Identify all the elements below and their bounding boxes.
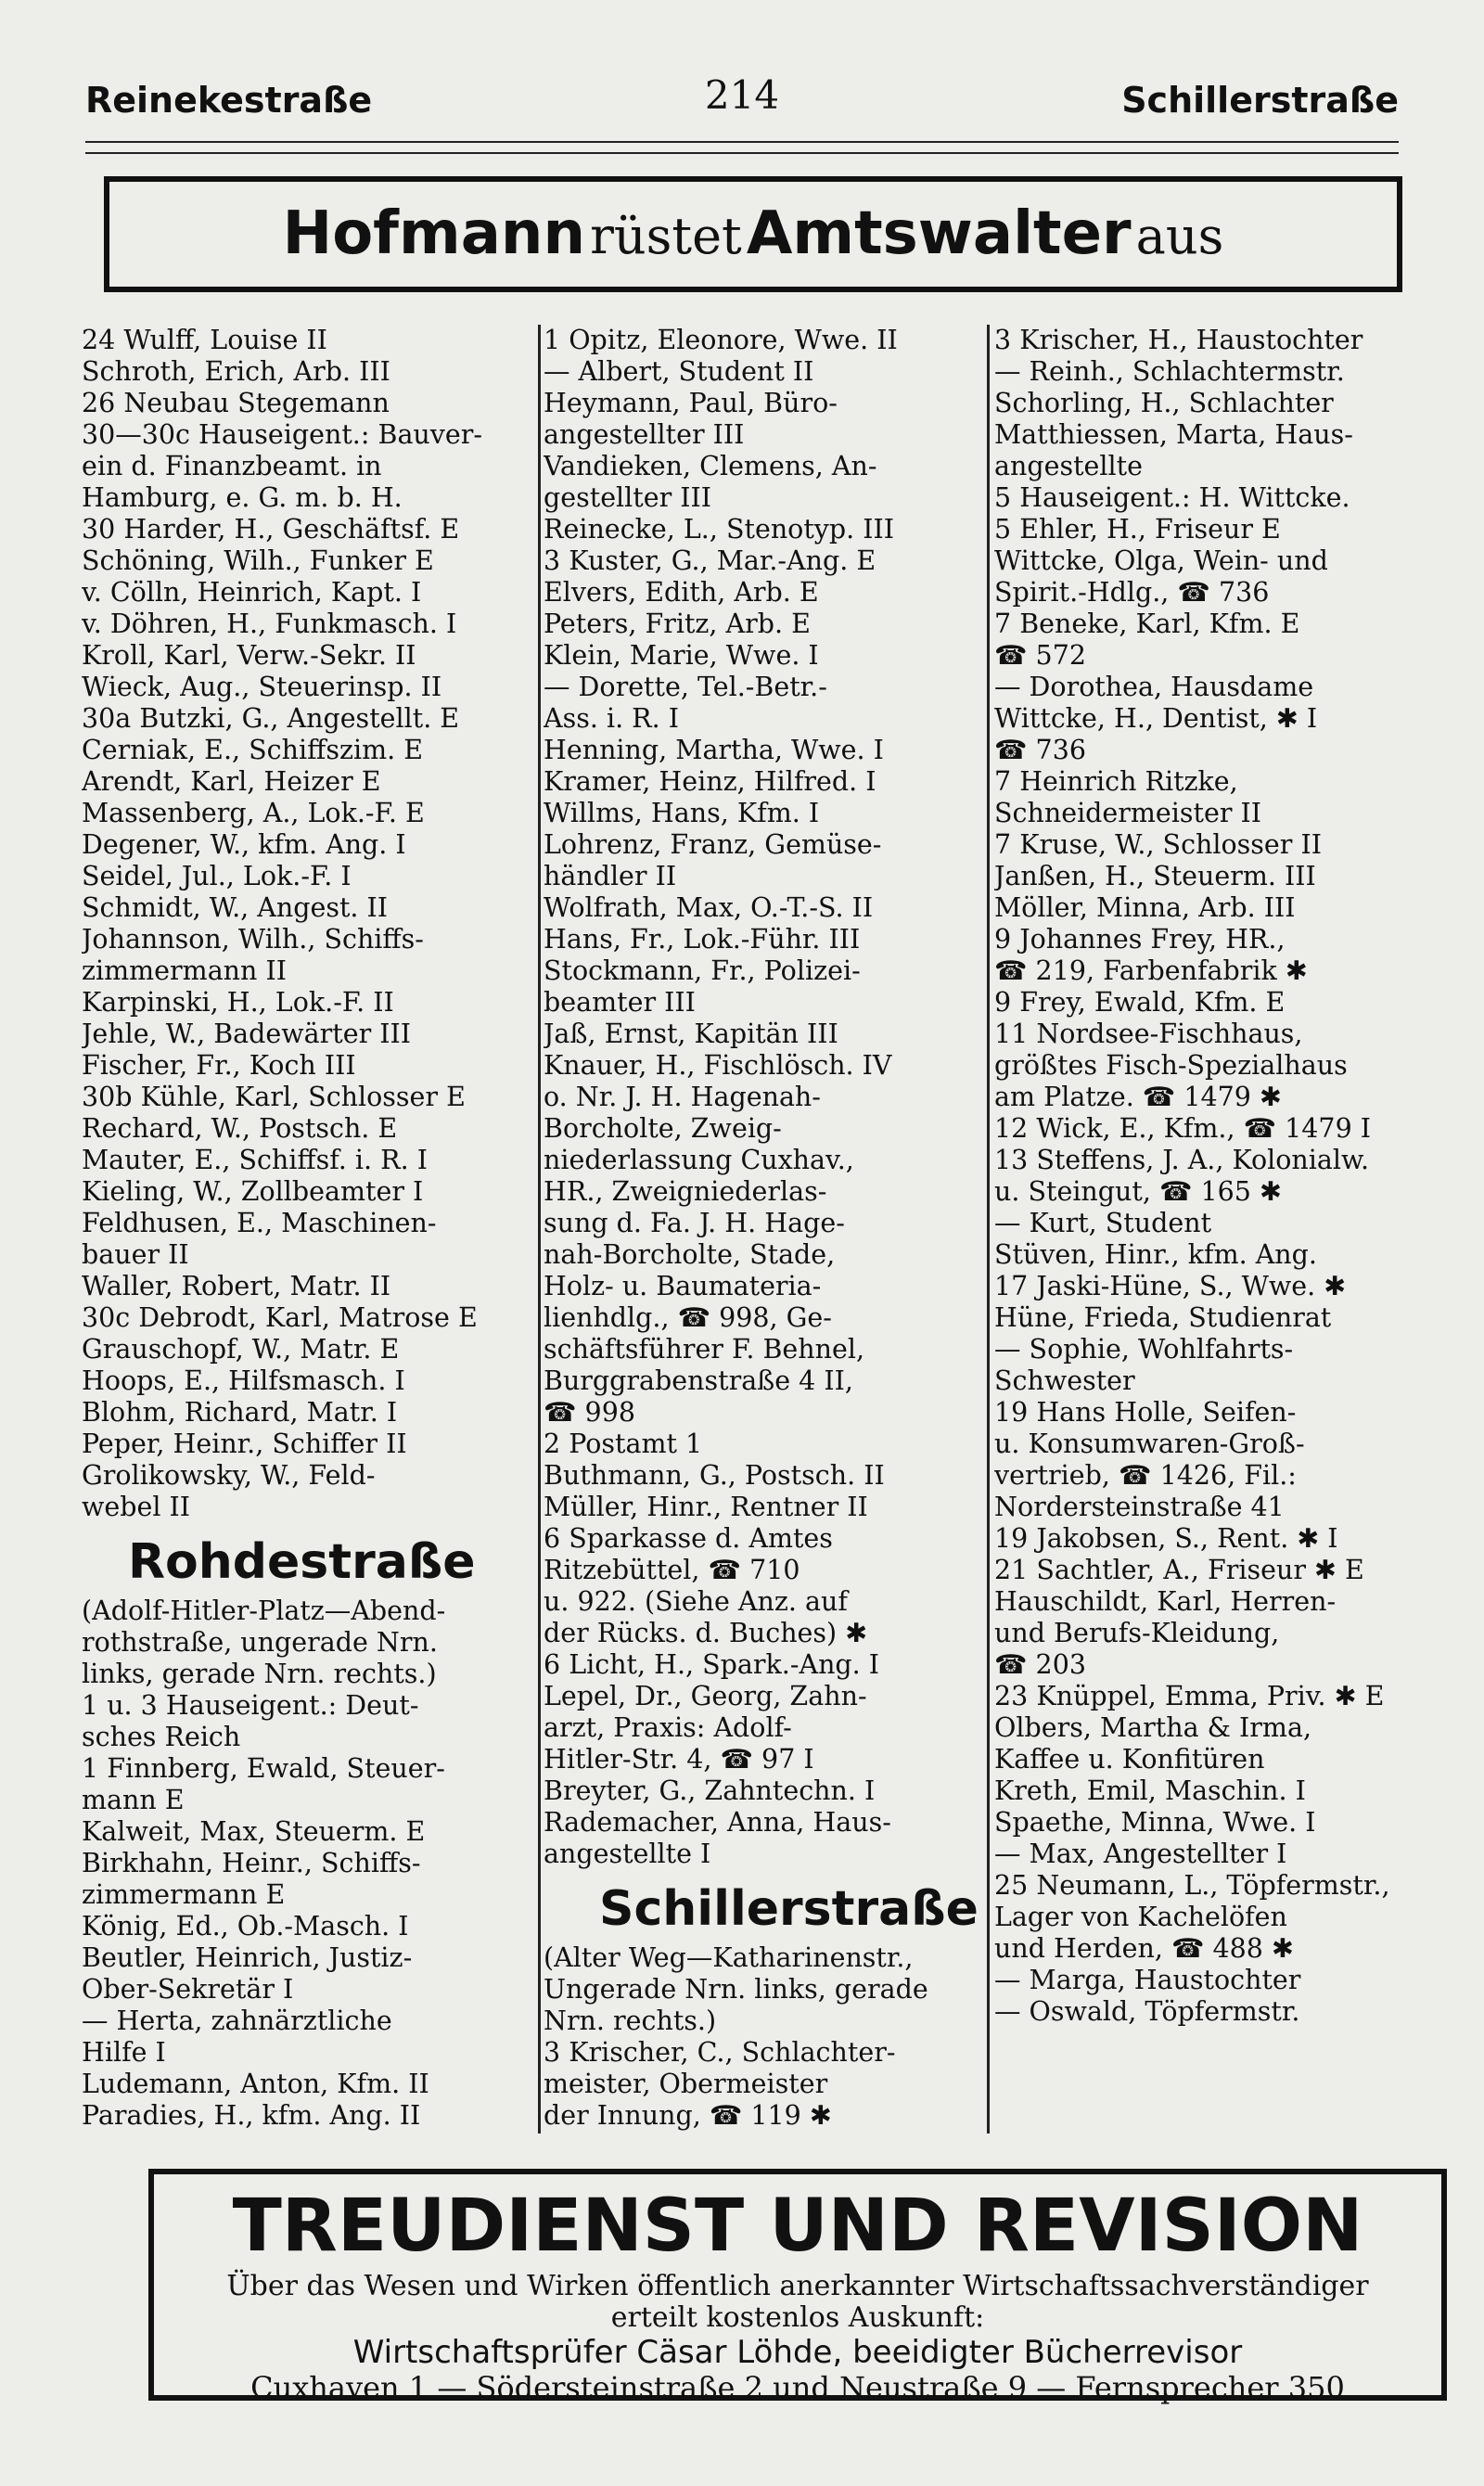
directory-entry-line: der Rücks. d. Buches) ✱ [544,1618,868,1648]
directory-entry-line: und Herden, ☎ 488 ✱ [994,1933,1294,1964]
directory-entry-line: Wieck, Aug., Steuerinsp. II [82,672,442,702]
directory-entry-line: Burggrabenstraße 4 II, [544,1365,853,1396]
directory-entry-line: ☎ 219, Farbenfabrik ✱ [994,955,1308,986]
directory-entry-line: Seidel, Jul., Lok.-F. I [82,861,352,891]
directory-entry-line: 23 Knüppel, Emma, Priv. ✱ E [994,1681,1385,1711]
directory-entry-line: Rechard, W., Postsch. E [82,1113,398,1144]
rohdestrasse-entries [82,1595,516,2132]
directory-entry-line: König, Ed., Ob.-Masch. I [82,1911,409,1941]
page-number: 214 [704,72,780,118]
directory-entry-line: Stockmann, Fr., Polizei- [544,955,861,986]
directory-entry-line: mann E [82,1785,185,1815]
directory-entry-line: händler II [544,861,677,891]
directory-entry-line: Henning, Martha, Wwe. I [544,735,884,765]
directory-entry-line: (Alter Weg—Katharinenstr., [544,1942,914,1973]
column-3-entries [994,325,1451,2028]
column-1 [82,325,516,2132]
directory-entry-line: Birkhahn, Heinr., Schiffs- [82,1848,421,1878]
directory-entry-line: Lager von Kachelöfen [994,1902,1287,1932]
directory-entry-line: 6 Sparkasse d. Amtes [544,1523,833,1554]
page-header [85,72,1399,124]
directory-entry-line: Schroth, Erich, Arb. III [82,356,390,387]
directory-entry-line: Schöning, Wilh., Funker E [82,545,434,576]
directory-entry-line: Wolfrath, Max, O.-T.-S. II [544,892,874,923]
directory-entry-line: links, gerade Nrn. rechts.) [82,1659,437,1689]
directory-entry-line: angestellte I [544,1839,711,1869]
directory-entry-line: Jaß, Ernst, Kapitän III [544,1019,838,1049]
directory-entry-line: Kreth, Emil, Maschin. I [994,1775,1306,1806]
directory-entry-line: — Max, Angestellter I [994,1839,1287,1869]
directory-entry-line: zimmermann II [82,955,287,986]
directory-entry-line: 7 Heinrich Ritzke, [994,766,1238,797]
directory-entry-line: Stüven, Hinr., kfm. Ang. [994,1239,1317,1270]
directory-entry-line: 5 Hauseigent.: H. Wittcke. [994,482,1350,513]
directory-entry-line: Massenberg, A., Lok.-F. E [82,798,425,828]
directory-entry-line: (Adolf-Hitler-Platz—Abend- [82,1595,446,1626]
directory-entry-line: vertrieb, ☎ 1426, Fil.: [994,1460,1297,1491]
directory-entry-line: ein d. Finanzbeamt. in [82,451,382,481]
column-divider-1 [538,325,541,2134]
directory-entry-line: 25 Neumann, L., Töpfermstr., [994,1870,1390,1901]
directory-entry-line: — Dorette, Tel.-Betr.- [544,672,827,702]
ad-line-1: Über das Wesen und Wirken öffentlich anerkannter Wirtschaftssachverständiger [226,2270,1369,2302]
directory-entry-line: — Reinh., Schlachtermstr. [994,356,1345,387]
directory-entry-line: Nrn. rechts.) [544,2005,717,2036]
directory-entry-line: Wittcke, Olga, Wein- und [994,545,1328,576]
directory-entry-line: Wittcke, H., Dentist, ✱ I [994,703,1318,734]
directory-entry-line: 30 Harder, H., Geschäftsf. E [82,514,460,545]
directory-entry-line: Blohm, Richard, Matr. I [82,1397,398,1428]
directory-entry-line: Arendt, Karl, Heizer E [82,766,381,797]
directory-entry-line: Willms, Hans, Kfm. I [544,798,820,828]
directory-entry-line: 3 Krischer, H., Haustochter [994,325,1363,355]
header-left-street: Reinekestraße [85,80,373,121]
directory-entry-line: ☎ 736 [994,735,1086,765]
directory-entry-line: Fischer, Fr., Koch III [82,1050,356,1081]
schillerstrasse-entries [544,1942,1005,2132]
directory-entry-line: rothstraße, ungerade Nrn. [82,1627,438,1658]
directory-entry-line: Janßen, H., Steuerm. III [994,861,1316,891]
directory-entry-line: Kieling, W., Zollbeamter I [82,1176,424,1207]
directory-entry-line: Schneidermeister II [994,798,1262,828]
directory-entry-line: Breyter, G., Zahntechn. I [544,1775,876,1806]
directory-entry-line: Knauer, H., Fischlösch. IV [544,1050,892,1081]
directory-entry-line: schäftsführer F. Behnel, [544,1334,865,1365]
directory-entry-line: sung d. Fa. J. H. Hage- [544,1208,845,1238]
directory-entry-line: Hilfe I [82,2037,166,2068]
directory-entry-line: Rademacher, Anna, Haus- [544,1807,891,1838]
directory-entry-line: der Innung, ☎ 119 ✱ [544,2100,832,2131]
directory-entry-line: Lohrenz, Franz, Gemüse- [544,829,882,860]
directory-entry-line: Elvers, Edith, Arb. E [544,577,819,608]
directory-entry-line: Lepel, Dr., Georg, Zahn- [544,1681,867,1711]
directory-entry-line: Waller, Robert, Matr. II [82,1271,391,1301]
directory-entry-line: Kaffee u. Konfitüren [994,1744,1265,1775]
directory-entry-line: Peper, Heinr., Schiffer II [82,1429,407,1459]
directory-entry-line: 26 Neubau Stegemann [82,388,390,418]
directory-entry-line: 30a Butzki, G., Angestellt. E [82,703,460,734]
directory-entry-line: 9 Johannes Frey, HR., [994,924,1286,955]
directory-entry-line: 3 Krischer, C., Schlachter- [544,2037,896,2068]
directory-entry-line: Buthmann, G., Postsch. II [544,1460,885,1491]
ad-word-amtswalter: Amtswalter [746,199,1132,268]
bottom-advertisement [148,2169,1447,2405]
directory-entry-line: — Herta, zahnärztliche [82,2005,392,2036]
directory-entry-line: v. Cölln, Heinrich, Kapt. I [82,577,422,608]
directory-entry-line: 30b Kühle, Karl, Schlosser E [82,1082,466,1112]
directory-entry-line: Klein, Marie, Wwe. I [544,640,819,671]
header-right-street: Schillerstraße [1121,80,1399,121]
directory-entry-line: Nordersteinstraße 41 [994,1492,1285,1522]
directory-entry-line: Spirit.-Hdlg., ☎ 736 [994,577,1270,608]
directory-entry-line: bauer II [82,1239,189,1270]
directory-entry-line: 11 Nordsee-Fischhaus, [994,1019,1303,1049]
directory-entry-line: 6 Licht, H., Spark.-Ang. I [544,1649,880,1680]
directory-entry-line: 1 Opitz, Eleonore, Wwe. II [544,325,898,355]
directory-entry-line: 7 Kruse, W., Schlosser II [994,829,1322,860]
directory-entry-line: Johannson, Wilh., Schiffs- [82,924,424,955]
directory-entry-line: u. Steingut, ☎ 165 ✱ [994,1176,1282,1207]
directory-entry-line: Karpinski, H., Lok.-F. II [82,987,394,1018]
directory-entry-line: — Marga, Haustochter [994,1965,1301,1995]
directory-entry-line: Kalweit, Max, Steuerm. E [82,1816,426,1847]
directory-entry-line: — Sophie, Wohlfahrts- [994,1334,1294,1365]
directory-entry-line: Ludemann, Anton, Kfm. II [82,2069,429,2099]
directory-entry-line: 17 Jaski-Hüne, S., Wwe. ✱ [994,1271,1347,1301]
directory-entry-line: Hamburg, e. G. m. b. H. [82,482,403,513]
directory-entry-line: gestellter III [544,482,712,513]
directory-entry-line: 1 u. 3 Hauseigent.: Deut- [82,1690,419,1721]
directory-entry-line: Feldhusen, E., Maschinen- [82,1208,437,1238]
directory-entry-line: 30c Debrodt, Karl, Matrose E [82,1302,478,1333]
directory-entry-line: Degener, W., kfm. Ang. I [82,829,406,860]
directory-entry-line: ☎ 203 [994,1649,1086,1680]
directory-entry-line: Möller, Minna, Arb. III [994,892,1296,923]
directory-entry-line: Grauschopf, W., Matr. E [82,1334,400,1365]
directory-entry-line: 7 Beneke, Karl, Kfm. E [994,609,1300,639]
directory-entry-line: meister, Obermeister [544,2069,828,2099]
column-2-entries [544,325,1005,1870]
directory-entry-line: Spaethe, Minna, Wwe. I [994,1807,1316,1838]
directory-entry-line: 19 Jakobsen, S., Rent. ✱ I [994,1523,1338,1554]
top-advertisement [104,176,1402,292]
directory-entry-line: Kroll, Karl, Verw.-Sekr. II [82,640,416,671]
directory-entry-line: Cerniak, E., Schiffszim. E [82,735,424,765]
directory-entry-line: Schwester [994,1365,1135,1396]
directory-entry-line: angestellter III [544,419,745,450]
directory-entry-line: größtes Fisch-Spezialhaus [994,1050,1348,1081]
directory-entry-line: Hitler-Str. 4, ☎ 97 I [544,1744,814,1775]
ad-word-ruestet: rüstet [590,207,742,265]
ad-word-aus: aus [1135,207,1224,265]
directory-entry-line: u. 922. (Siehe Anz. auf [544,1586,848,1617]
directory-entry-line: webel II [82,1492,191,1522]
directory-entry-line: Peters, Fritz, Arb. E [544,609,811,639]
directory-entry-line: 21 Sachtler, A., Friseur ✱ E [994,1555,1364,1585]
ad-line-4: Cuxhaven 1 — Södersteinstraße 2 und Neustraße 9 — Fernsprecher 350 [250,2370,1345,2405]
directory-entry-line: u. Konsumwaren-Groß- [994,1429,1305,1459]
ad-title: TREUDIENST UND REVISION [232,2185,1363,2268]
column-2 [544,325,1005,2132]
directory-entry-line: Ober-Sekretär I [82,1974,294,2005]
ad-word-hofmann: Hofmann [282,199,585,268]
directory-entry-line: Borcholte, Zweig- [544,1113,782,1144]
directory-entry-line: Ritzebüttel, ☎ 710 [544,1555,800,1585]
directory-entry-line: beamter III [544,987,696,1018]
directory-entry-line: ☎ 572 [994,640,1086,671]
directory-entry-line: Müller, Hinr., Rentner II [544,1492,868,1522]
header-rule-bottom [85,152,1399,154]
directory-entry-line: Reinecke, L., Stenotyp. III [544,514,895,545]
directory-entry-line: und Berufs-Kleidung, [994,1618,1280,1648]
directory-entry-line: Mauter, E., Schiffsf. i. R. I [82,1145,428,1175]
directory-entry-line: Vandieken, Clemens, An- [544,451,877,481]
directory-entry-line: Kramer, Heinz, Hilfred. I [544,766,876,797]
directory-entry-line: Ass. i. R. I [544,703,680,734]
directory-entry-line: Hans, Fr., Lok.-Führ. III [544,924,861,955]
directory-entry-line: Hoops, E., Hilfsmasch. I [82,1365,405,1396]
ad-line-3: Wirtschaftsprüfer Cäsar Löhde, beeidigter Bücherrevisor [352,2334,1243,2371]
directory-entry-line: 1 Finnberg, Ewald, Steuer- [82,1753,445,1784]
directory-entry-line: Holz- u. Baumateria- [544,1271,822,1301]
directory-entry-line: v. Döhren, H., Funkmasch. I [82,609,457,639]
directory-entry-line: Paradies, H., kfm. Ang. II [82,2100,421,2131]
directory-entry-line: 3 Kuster, G., Mar.-Ang. E [544,545,876,576]
column-3 [994,325,1451,2028]
directory-entry-line: 2 Postamt 1 [544,1429,703,1459]
directory-entry-line: o. Nr. J. H. Hagenah- [544,1082,821,1112]
directory-entry-line: lienhdlg., ☎ 998, Ge- [544,1302,832,1333]
directory-entry-line: niederlassung Cuxhav., [544,1145,854,1175]
directory-entry-line: Olbers, Martha & Irma, [994,1712,1311,1743]
directory-entry-line: Matthiessen, Marta, Haus- [994,419,1353,450]
ad-line-2: erteilt kostenlos Auskunft: [610,2301,985,2334]
directory-entry-line: 13 Steffens, J. A., Kolonialw. [994,1145,1370,1175]
directory-entry-line: arzt, Praxis: Adolf- [544,1712,792,1743]
directory-entry-line: 24 Wulff, Louise II [82,325,327,355]
directory-entry-line: Heymann, Paul, Büro- [544,388,838,418]
directory-entry-line: angestellte [994,451,1143,481]
directory-entry-line: nah-Borcholte, Stade, [544,1239,836,1270]
directory-entry-line: — Oswald, Töpfermstr. [994,1996,1300,2027]
directory-entry-line: HR., Zweigniederlas- [544,1176,827,1207]
header-rule-top [85,141,1399,143]
directory-entry-line: sches Reich [82,1722,241,1752]
directory-entry-line: am Platze. ☎ 1479 ✱ [994,1082,1282,1112]
directory-entry-line: 9 Frey, Ewald, Kfm. E [994,987,1286,1018]
directory-entry-line: 19 Hans Holle, Seifen- [994,1397,1297,1428]
directory-entry-line: Jehle, W., Badewärter III [82,1019,412,1049]
directory-entry-line: 30—30c Hauseigent.: Bauver- [82,419,483,450]
section-title-rohdestrasse: Rohdestraße [128,1534,476,1590]
directory-entry-line: Hauschildt, Karl, Herren- [994,1586,1337,1617]
directory-entry-line: 5 Ehler, H., Friseur E [994,514,1281,545]
directory-entry-line: — Dorothea, Hausdame [994,672,1314,702]
directory-entry-line: ☎ 998 [544,1397,635,1428]
directory-entry-line: — Kurt, Student [994,1208,1212,1238]
directory-entry-line: Hüne, Frieda, Studienrat [994,1302,1332,1333]
section-title-schillerstrasse: Schillerstraße [599,1881,979,1937]
column-divider-2 [987,325,990,2134]
column-1-entries [82,325,516,1523]
directory-entry-line: Schorling, H., Schlachter [994,388,1334,418]
directory-entry-line: — Albert, Student II [544,356,814,387]
directory-entry-line: zimmermann E [82,1879,286,1910]
directory-entry-line: 12 Wick, E., Kfm., ☎ 1479 I [994,1113,1372,1144]
directory-entry-line: Ungerade Nrn. links, gerade [544,1974,928,2005]
directory-entry-line: Schmidt, W., Angest. II [82,892,389,923]
directory-entry-line: Beutler, Heinrich, Justiz- [82,1942,413,1973]
directory-entry-line: Grolikowsky, W., Feld- [82,1460,376,1491]
